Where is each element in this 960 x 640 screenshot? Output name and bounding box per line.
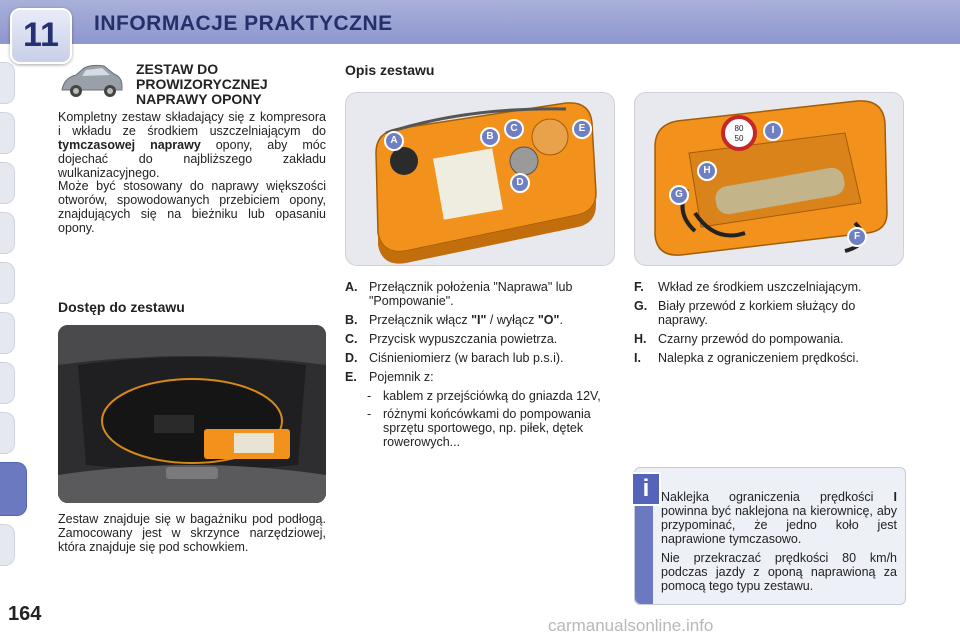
info-paragraph: Nie przekraczać prędkości 80 km/h podczas jazdy z oponą naprawioną za pomocą tego typu zestawu. <box>661 551 897 593</box>
callout-c: C <box>504 119 524 139</box>
legend-item <box>345 370 615 384</box>
legend-item <box>345 332 615 346</box>
legend-key: D. <box>345 351 358 365</box>
chapter-tab <box>0 112 15 154</box>
kit-section-title <box>136 62 336 107</box>
callout-g: G <box>669 185 689 205</box>
info-note-text <box>661 490 897 593</box>
kit-intro-text: opony, aby móc dojechać do najbliższego zakładu wulkanizacyjnego. <box>58 138 326 180</box>
info-bold-run: I <box>893 490 897 504</box>
kit-title-line: PROWIZORYCZNEJ <box>136 76 268 92</box>
chapter-tab <box>0 362 15 404</box>
legend-key: I. <box>634 351 641 365</box>
legend-key: F. <box>634 280 644 294</box>
kit-title-line: NAPRAWY OPONY <box>136 91 262 107</box>
legend-text: Biały przewód z korkiem służący do naprawy. <box>658 299 856 327</box>
callout-f: F <box>847 227 867 247</box>
kit-intro-bold: tymczasowej naprawy <box>58 138 201 152</box>
info-icon: i <box>631 472 661 506</box>
legend-item <box>345 280 615 308</box>
chapter-tab <box>0 262 15 304</box>
legend-text: Pojemnik z: <box>369 370 434 384</box>
legend-left <box>345 280 615 453</box>
info-text-run: powinna być naklejona na kierownicę, aby przypominać, że jedno koło jest naprawione tymczasowo. <box>661 504 897 546</box>
description-heading: Opis zestawu <box>345 62 435 78</box>
legend-text: Przełącznik położenia "Naprawa" lub "Pompowanie". <box>369 280 573 308</box>
callout-b: B <box>480 127 500 147</box>
callout-e: E <box>572 119 592 139</box>
legend-sub-item: - różnymi końcówkami do pompowania sprzętu sportowego, np. piłek, dętek rowerowych... <box>367 407 591 449</box>
info-text-run: Naklejka ograniczenia prędkości <box>661 490 894 504</box>
trunk-illustration <box>58 325 326 503</box>
legend-key: E. <box>345 370 357 384</box>
legend-key: A. <box>345 280 358 294</box>
trunk-photo <box>58 325 326 503</box>
chapter-tab-active <box>0 462 27 516</box>
legend-text: Wkład ze środkiem uszczelniającym. <box>658 280 862 294</box>
legend-key: C. <box>345 332 358 346</box>
header-bar <box>0 0 960 44</box>
chapter-number: 11 <box>23 16 59 54</box>
legend-text: Czarny przewód do pompowania. <box>658 332 844 346</box>
page-number: 164 <box>8 603 42 625</box>
chapter-tab <box>0 212 15 254</box>
callout-h: H <box>697 161 717 181</box>
car-icon <box>58 62 126 100</box>
legend-bold: "O" <box>537 313 560 327</box>
page-title: INFORMACJE PRAKTYCZNE <box>94 12 393 35</box>
info-note-box <box>634 467 906 605</box>
legend-item <box>634 351 904 365</box>
access-heading: Dostęp do zestawu <box>58 299 185 315</box>
legend-item <box>345 351 615 365</box>
legend-sub-text: kablem z przejściówką do gniazda 12V, <box>383 389 601 403</box>
legend-key: B. <box>345 313 358 327</box>
kit-title-line: ZESTAW DO <box>136 61 219 77</box>
kit-image-left <box>345 92 615 266</box>
callout-a: A <box>384 131 404 151</box>
legend-key: H. <box>634 332 647 346</box>
kit-intro-paragraph <box>58 110 326 180</box>
legend-item <box>634 299 904 327</box>
sticker-number: 50 <box>734 134 744 143</box>
legend-sub-text: różnymi końcówkami do pompowania sprzętu sportowego, np. piłek, dętek rowerowych... <box>383 407 591 449</box>
access-paragraph: Zestaw znajduje się w bagażniku pod podłogą. Zamocowany jest w skrzynce narzędziowej, która znajduje się pod schowkiem. <box>58 512 326 554</box>
legend-item <box>634 280 904 294</box>
callout-i: I <box>763 121 783 141</box>
chapter-tab <box>0 312 15 354</box>
chapter-tab <box>0 524 15 566</box>
legend-text: Ciśnieniomierz (w barach lub p.s.i). <box>369 351 564 365</box>
sticker-number: 80 <box>734 124 744 133</box>
kit-usage-paragraph: Może być stosowany do naprawy większości otworów, spowodowanych przebiciem opony, znajdujących się na bieżniku lub opasaniu opony. <box>58 179 326 235</box>
chapter-tab <box>0 62 15 104</box>
legend-text: . <box>559 313 563 327</box>
chapter-badge <box>10 8 72 64</box>
chapter-tabs <box>0 62 30 574</box>
legend-text: / wyłącz <box>486 313 538 327</box>
kit-image-right <box>634 92 904 266</box>
legend-key: G. <box>634 299 648 313</box>
legend-right <box>634 280 904 370</box>
legend-bold: "I" <box>471 313 487 327</box>
legend-text: Przełącznik włącz <box>369 313 472 327</box>
info-paragraph <box>661 490 897 546</box>
legend-item <box>345 313 615 327</box>
legend-text: Przycisk wypuszczania powietrza. <box>369 332 558 346</box>
kit-intro-text: Kompletny zestaw składający się z kompresora i wkładu ze środkiem uszczelniającym do <box>58 110 326 138</box>
legend-item <box>634 332 904 346</box>
legend-sub-item: - kablem z przejściówką do gniazda 12V, <box>367 389 601 403</box>
compressor-illustration <box>346 93 614 265</box>
watermark: carmanualsonline.info <box>548 616 714 635</box>
chapter-tab <box>0 162 15 204</box>
legend-text: Nalepka z ograniczeniem prędkości. <box>658 351 859 365</box>
callout-d: D <box>510 173 530 193</box>
chapter-tab <box>0 412 15 454</box>
